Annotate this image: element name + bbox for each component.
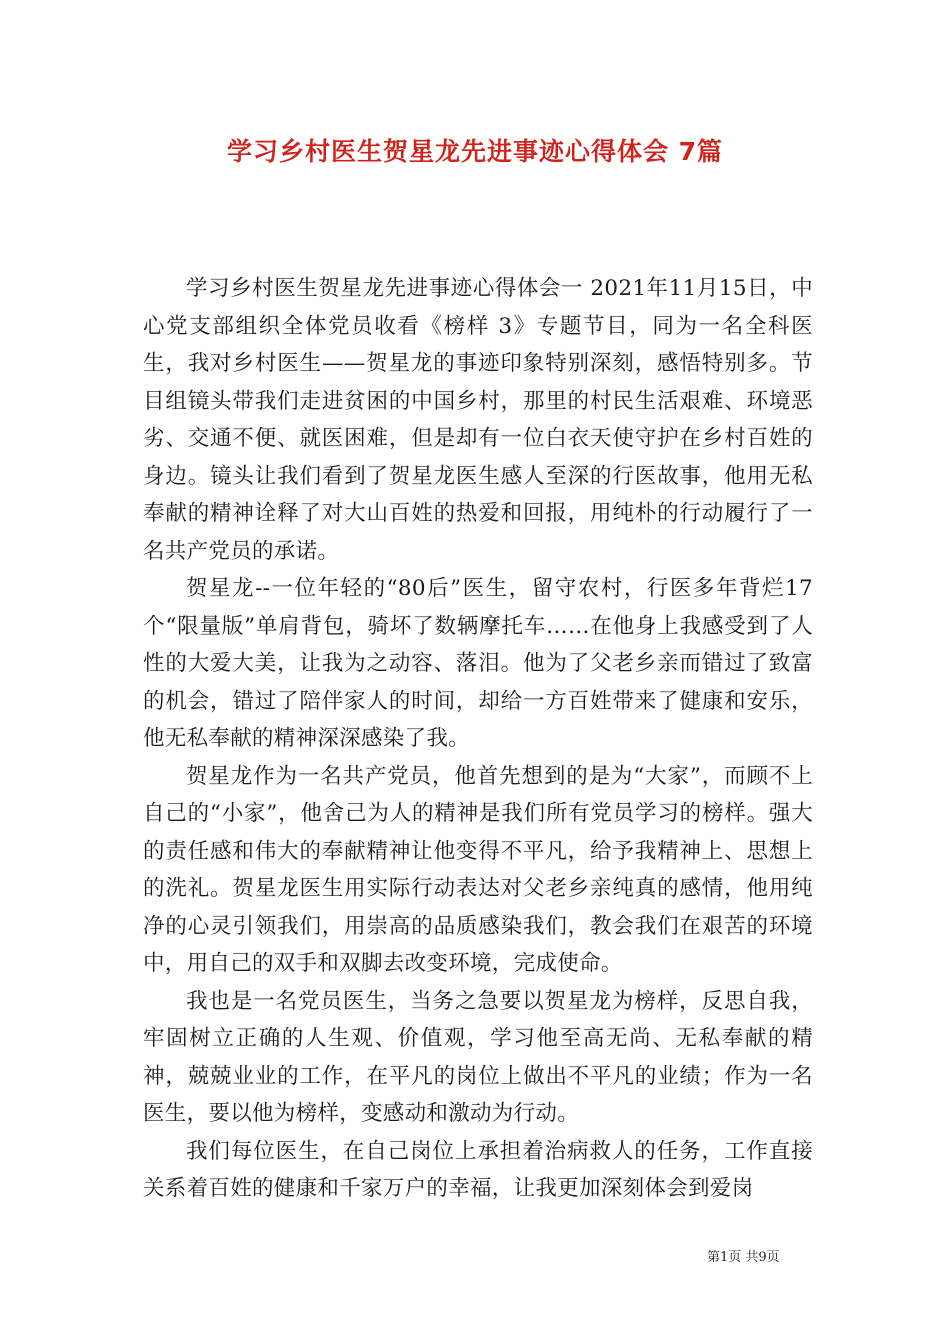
paragraph: 贺星龙作为一名共产党员，他首先想到的是为“大家”，而顾不上自己的“小家”，他舍己为人的精神是我们所有党员学习的榜样。强大的责任感和伟大的奉献精神让他变得不平凡，给予我精神上、思想上的洗礼。贺星龙医生用实际行动表达对父老乡亲纯真的感情，他用纯净的心灵引领我们，用崇高的品质感染我们，教会我们在艰苦的环境中，用自己的双手和双脚去改变环境，完成使命。: [143, 763, 813, 976]
document-body: [143, 270, 813, 1208]
paragraph: 贺星龙--一位年轻的“80后”医生，留守农村，行医多年背烂17个“限量版”单肩背包，骑坏了数辆摩托车……在他身上我感受到了人性的大爱大美，让我为之动容、落泪。他为了父老乡亲而错过了致富的机会，错过了陪伴家人的时间，却给一方百姓带来了健康和安乐，他无私奉献的精神深深感染了我。: [143, 576, 813, 751]
document-title: 学习乡村医生贺星龙先进事迹心得体会 7篇: [226, 137, 724, 166]
paragraph: 我们每位医生，在自己岗位上承担着治病救人的任务，工作直接关系着百姓的健康和千家万户的幸福，让我更加深刻体会到爱岗: [143, 1138, 813, 1201]
paragraph: 学习乡村医生贺星龙先进事迹心得体会一 2021年11月15日，中心党支部组织全体党员收看《榜样 3》专题节目，同为一名全科医生，我对乡村医生——贺星龙的事迹印象特别深刻，感悟特别多。节目组镜头带我们走进贫困的中国乡村，那里的村民生活艰难、环境恶劣、交通不便、就医困难，但是却有一位白衣天使守护在乡村百姓的身边。镜头让我们看到了贺星龙医生感人至深的行医故事，他用无私奉献的精神诠释了对大山百姓的热爱和回报，用纯朴的行动履行了一名共产党员的承诺。: [143, 276, 813, 564]
page-number: 第1页 共9页: [707, 1250, 780, 1265]
paragraph: 我也是一名党员医生，当务之急要以贺星龙为榜样，反思自我，牢固树立正确的人生观、价值观，学习他至高无尚、无私奉献的精神，兢兢业业的工作，在平凡的岗位上做出不平凡的业绩；作为一名医生，要以他为榜样，变感动和激动为行动。: [143, 988, 813, 1126]
